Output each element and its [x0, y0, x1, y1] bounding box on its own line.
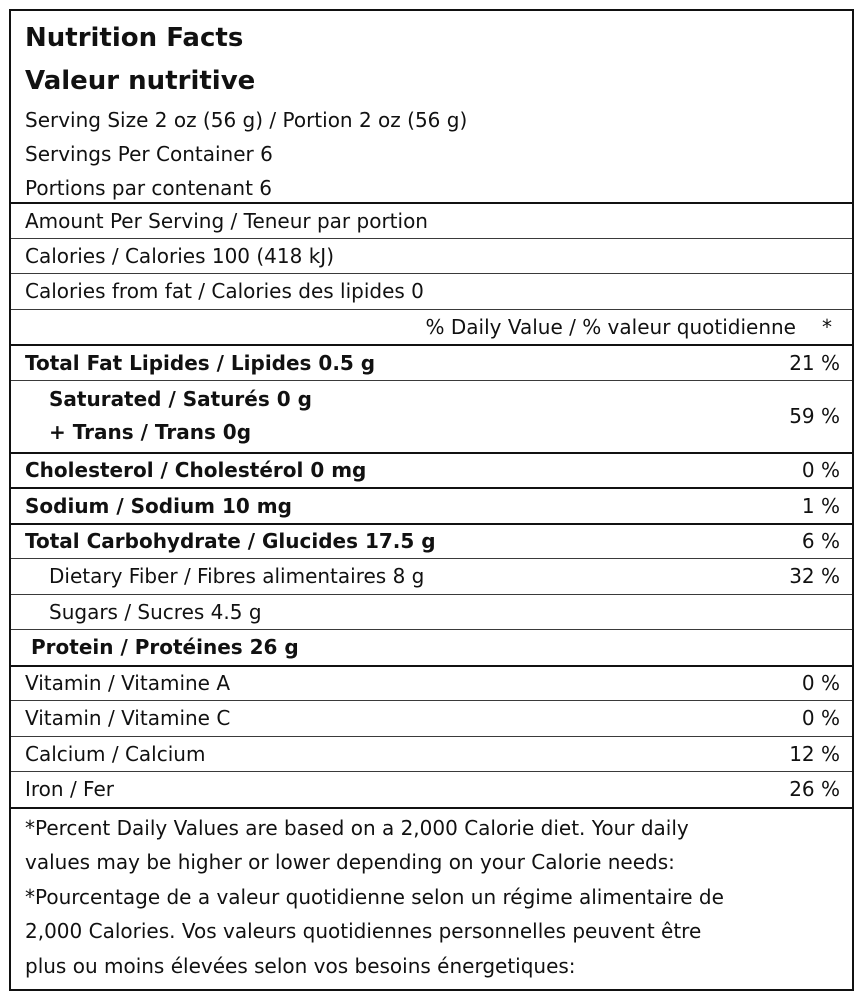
- total-fat-row: [11, 344, 852, 380]
- fiber-pct: 32 %: [789, 564, 840, 589]
- footnote-fr-line-3: plus ou moins élevées selon vos besoins énergetiques:: [25, 953, 576, 978]
- footnote-fr-line-2: 2,000 Calories. Vos valeurs quotidiennes personnelles peuvent être: [25, 919, 702, 943]
- calcium-pct: 12 %: [789, 741, 840, 766]
- footnote-fr-line-1: *Pourcentage de a valeur quotidienne selon un régime alimentaire de: [25, 884, 724, 909]
- title-english: Nutrition Facts: [25, 23, 244, 53]
- daily-value-asterisk: *: [822, 314, 832, 339]
- total-fat-pct: 21 %: [789, 350, 840, 375]
- footnote-en-line-2: values may be higher or lower depending on your Calorie needs:: [25, 850, 675, 874]
- calories-row: [11, 238, 852, 274]
- calories-label: Calories / Calories 100 (418 kJ): [25, 243, 334, 268]
- protein-row: [11, 629, 852, 665]
- nutrition-facts-panel: [9, 9, 854, 991]
- servings-per-container: Servings Per Container 6: [25, 142, 273, 166]
- calories-from-fat-label: Calories from fat / Calories des lipides 0: [25, 279, 424, 304]
- sodium-row: [11, 487, 852, 523]
- fiber-label: Dietary Fiber / Fibres alimentaires 8 g: [49, 564, 425, 589]
- portions-par-contenant: Portions par contenant 6: [25, 176, 273, 200]
- carbohydrate-label: Total Carbohydrate / Glucides 17.5 g: [25, 529, 436, 554]
- calcium-row: [11, 736, 852, 772]
- vitamin-c-pct: 0 %: [801, 706, 840, 731]
- iron-pct: 26 %: [789, 777, 840, 802]
- carbohydrate-pct: 6 %: [801, 529, 840, 554]
- calories-from-fat-row: [11, 273, 852, 309]
- cholesterol-label: Cholesterol / Cholestérol 0 mg: [25, 458, 367, 483]
- total-fat-label: Total Fat Lipides / Lipides 0.5 g: [25, 350, 376, 375]
- iron-row: [11, 771, 852, 807]
- vitamin-a-label: Vitamin / Vitamine A: [25, 671, 231, 696]
- trans-label: + Trans / Trans 0g: [49, 420, 252, 444]
- saturated-trans-row: [11, 380, 852, 452]
- vitamin-c-label: Vitamin / Vitamine C: [25, 706, 231, 731]
- cholesterol-row: [11, 452, 852, 488]
- protein-label: Protein / Protéines 26 g: [31, 635, 299, 660]
- vitamin-a-pct: 0 %: [801, 671, 840, 696]
- fiber-row: [11, 558, 852, 594]
- saturated-trans-pct: 59 %: [789, 404, 840, 428]
- footnote: [11, 807, 852, 984]
- cholesterol-pct: 0 %: [801, 458, 840, 483]
- daily-value-header: % Daily Value / % valeur quotidienne: [425, 314, 796, 339]
- vitamin-c-row: [11, 700, 852, 736]
- iron-label: Iron / Fer: [25, 777, 114, 802]
- daily-value-header-row: [11, 309, 852, 345]
- sugars-row: [11, 594, 852, 630]
- carbohydrate-row: [11, 523, 852, 559]
- footnote-en-line-1: *Percent Daily Values are based on a 2,000 Calorie diet. Your daily: [25, 815, 689, 840]
- saturated-trans-labels: [25, 383, 312, 449]
- serving-size: Serving Size 2 oz (56 g) / Portion 2 oz (56 g): [25, 108, 468, 132]
- saturated-label: Saturated / Saturés 0 g: [49, 387, 312, 411]
- calcium-label: Calcium / Calcium: [25, 741, 206, 766]
- sugars-label: Sugars / Sucres 4.5 g: [49, 599, 262, 624]
- vitamin-a-row: [11, 665, 852, 701]
- sodium-label: Sodium / Sodium 10 mg: [25, 493, 292, 518]
- sodium-pct: 1 %: [801, 493, 840, 518]
- amount-per-serving-label: Amount Per Serving / Teneur par portion: [25, 208, 428, 233]
- title-french: Valeur nutritive: [25, 66, 256, 96]
- amount-per-serving-row: [11, 202, 852, 238]
- label-header: [11, 11, 852, 202]
